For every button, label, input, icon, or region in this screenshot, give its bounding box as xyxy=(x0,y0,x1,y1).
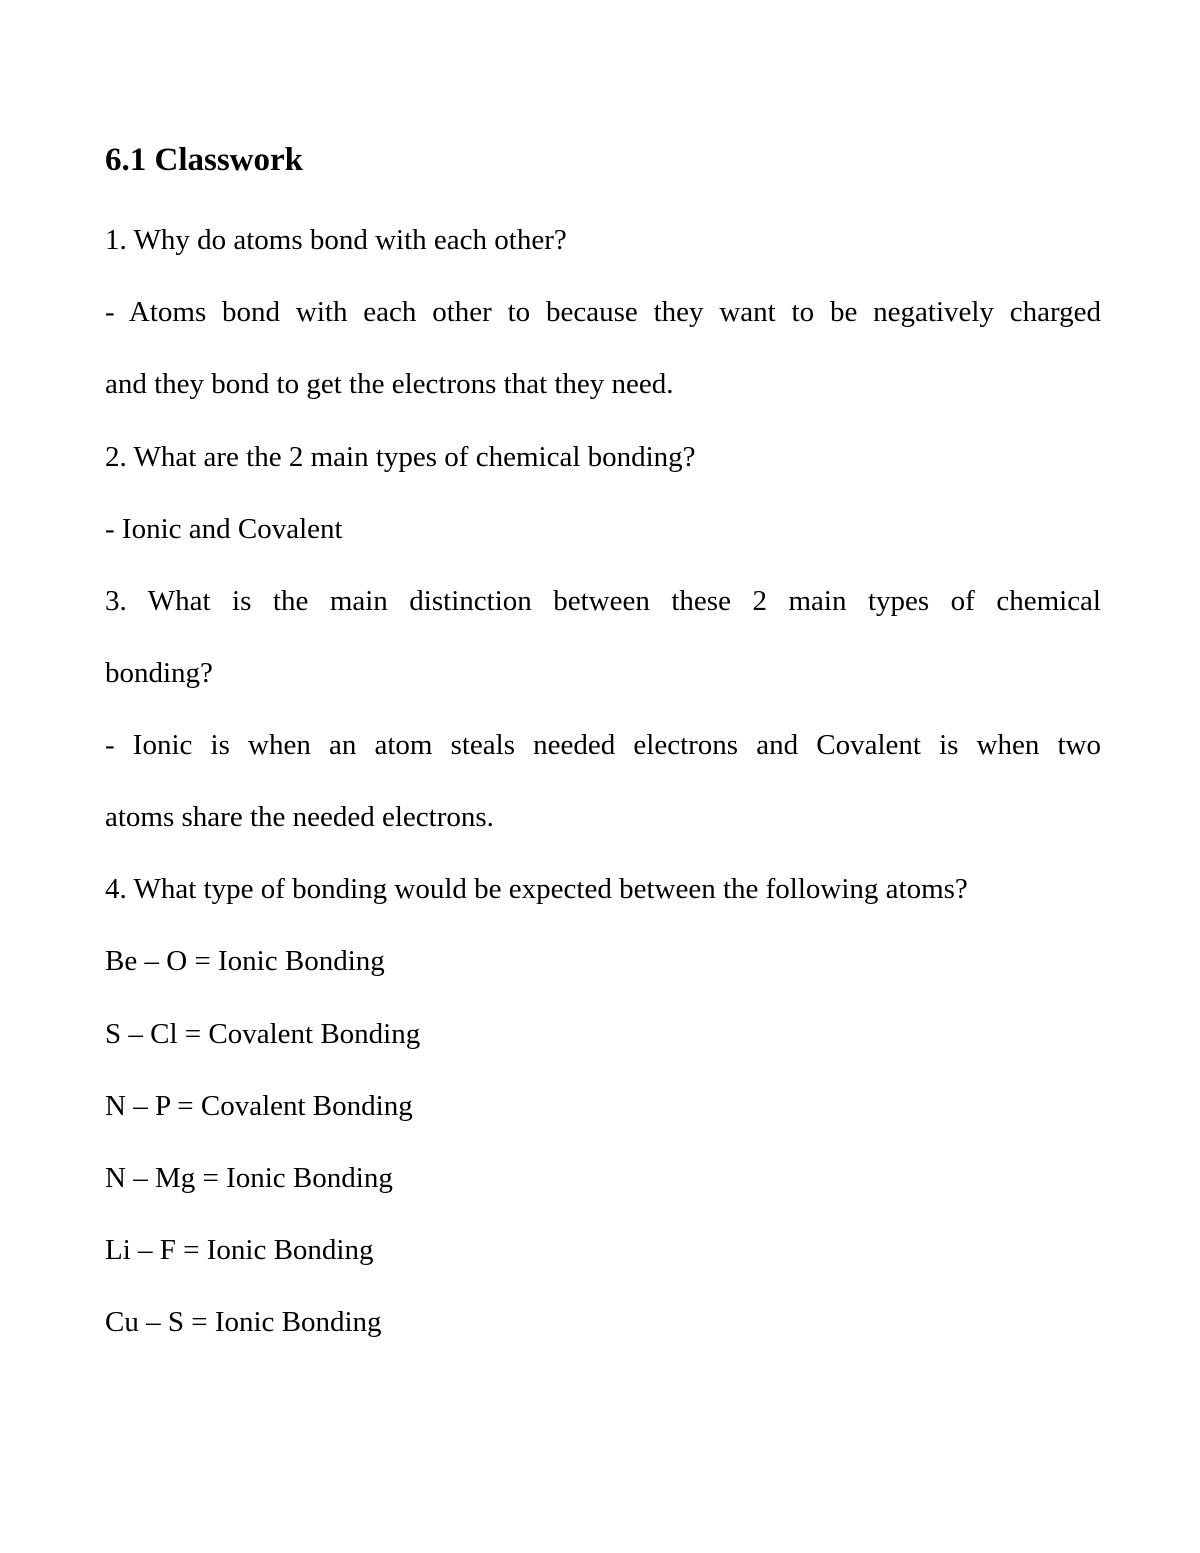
answer-2: - Ionic and Covalent xyxy=(105,513,343,545)
question-4: 4. What type of bonding would be expected between the following atoms? xyxy=(105,873,968,905)
answer-1-line-2: and they bond to get the electrons that they need. xyxy=(105,368,674,400)
bond-pair-s-cl: S – Cl = Covalent Bonding xyxy=(105,1018,421,1050)
bond-pair-n-mg: N – Mg = Ionic Bonding xyxy=(105,1162,393,1194)
answer-3-line-2: atoms share the needed electrons. xyxy=(105,801,494,833)
answer-1-line-1: - Atoms bond with each other to because they want to be negatively charged xyxy=(105,296,1101,328)
bond-pair-cu-s: Cu – S = Ionic Bonding xyxy=(105,1306,382,1338)
page-title: 6.1 Classwork xyxy=(105,142,304,178)
bond-pair-be-o: Be – O = Ionic Bonding xyxy=(105,945,385,977)
bond-pair-n-p: N – P = Covalent Bonding xyxy=(105,1090,413,1122)
bond-pair-li-f: Li – F = Ionic Bonding xyxy=(105,1234,374,1266)
question-3-line-1: 3. What is the main distinction between these 2 main types of chemical xyxy=(105,585,1101,617)
answer-3-line-1: - Ionic is when an atom steals needed electrons and Covalent is when two xyxy=(105,729,1101,761)
question-1: 1. Why do atoms bond with each other? xyxy=(105,224,567,256)
question-2: 2. What are the 2 main types of chemical bonding? xyxy=(105,441,696,473)
question-3-line-2: bonding? xyxy=(105,657,213,689)
